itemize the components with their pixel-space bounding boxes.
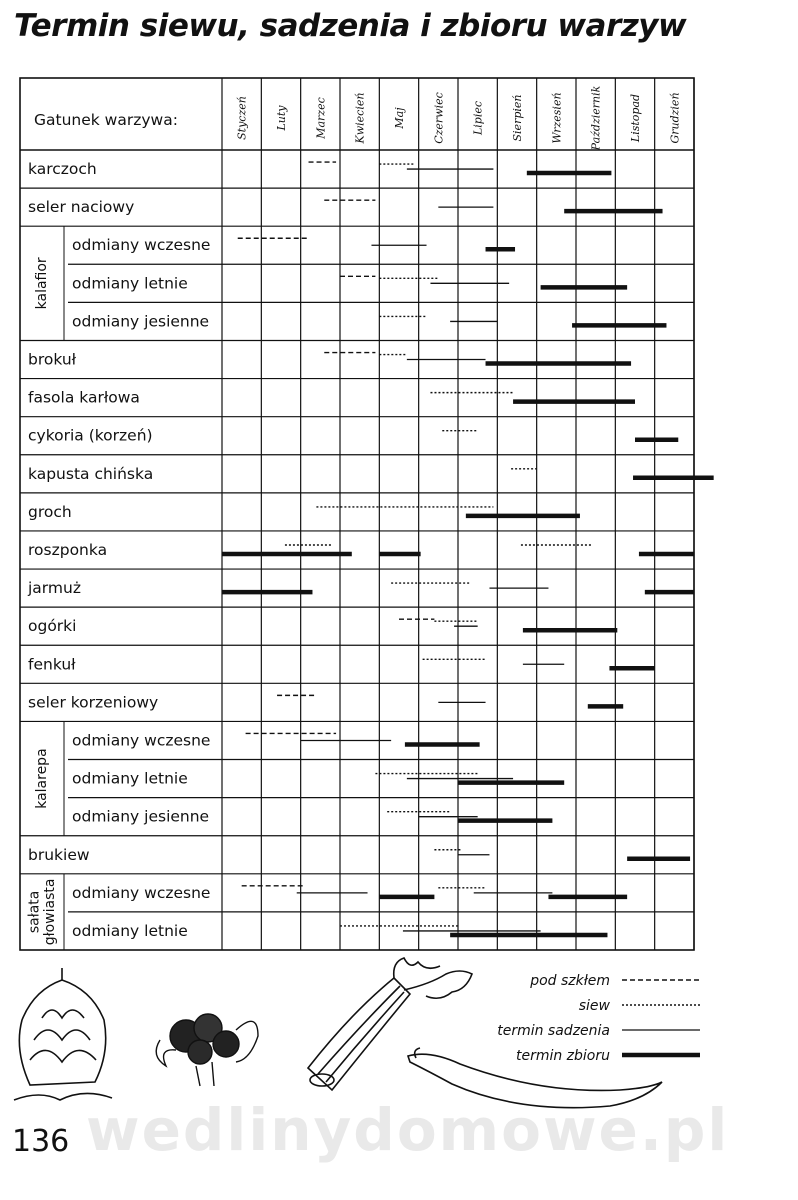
month-header-10: Październik — [589, 85, 603, 151]
row-label: odmiany letnie — [72, 921, 188, 940]
month-header-1: Styczeń — [235, 96, 249, 140]
group-label: kalarepa — [34, 748, 50, 809]
month-header-5: Maj — [393, 107, 406, 129]
month-header-3: Marzec — [314, 97, 328, 139]
month-header-8: Sierpień — [511, 94, 524, 142]
row-label: karczoch — [28, 160, 97, 179]
row-label: odmiany jesienne — [72, 312, 210, 331]
row-label: odmiany wczesne — [72, 236, 211, 255]
row-label: jarmuż — [28, 579, 81, 598]
legend-label: termin zbioru — [515, 1048, 610, 1064]
row-label: odmiany wczesne — [72, 731, 211, 750]
watermark: wedlinydomowe.pl — [86, 1096, 730, 1164]
row-label: kapusta chińska — [28, 464, 154, 483]
month-header-6: Czerwiec — [432, 92, 446, 144]
column-header-label: Gatunek warzywa: — [34, 111, 178, 129]
row-label: odmiany letnie — [72, 769, 188, 788]
month-header-4: Kwiecień — [353, 92, 367, 144]
month-header-7: Lipiec — [471, 100, 485, 136]
page-title: Termin siewu, sadzenia i zbioru warzyw — [14, 8, 687, 44]
row-label: roszponka — [28, 541, 108, 559]
row-label: brokuł — [28, 350, 77, 369]
month-header-11: Listopad — [629, 93, 642, 143]
legend-label: termin sadzenia — [497, 1023, 610, 1039]
legend — [497, 973, 700, 1064]
row-label: cykoria (korzeń) — [28, 426, 153, 445]
row-label: seler naciowy — [28, 198, 135, 217]
legend-label: siew — [578, 998, 610, 1014]
month-header-2: Luty — [275, 105, 288, 131]
row-label: odmiany jesienne — [72, 807, 210, 826]
row-label: seler korzeniowy — [28, 693, 159, 712]
artichoke-illustration — [14, 968, 112, 1100]
legend-label: pod szkłem — [530, 973, 610, 989]
row-labels — [27, 160, 210, 940]
row-label: fasola karłowa — [28, 388, 140, 407]
page-number: 136 — [12, 1124, 70, 1159]
row-label: brukiew — [28, 845, 90, 864]
row-label: groch — [28, 502, 72, 521]
row-label: fenkuł — [28, 655, 76, 674]
broccoli-illustration — [156, 1014, 258, 1086]
schedule-bars — [222, 162, 714, 935]
month-header-12: Grudzień — [668, 92, 682, 144]
group-label: kalafior — [34, 257, 50, 310]
month-header-9: Wrzesień — [550, 92, 564, 144]
group-label: sałatagłowiasta — [26, 878, 58, 946]
row-label: ogórki — [28, 617, 77, 636]
row-label: odmiany wczesne — [72, 883, 211, 902]
row-label: odmiany letnie — [72, 274, 188, 293]
celery-illustration — [308, 958, 472, 1090]
